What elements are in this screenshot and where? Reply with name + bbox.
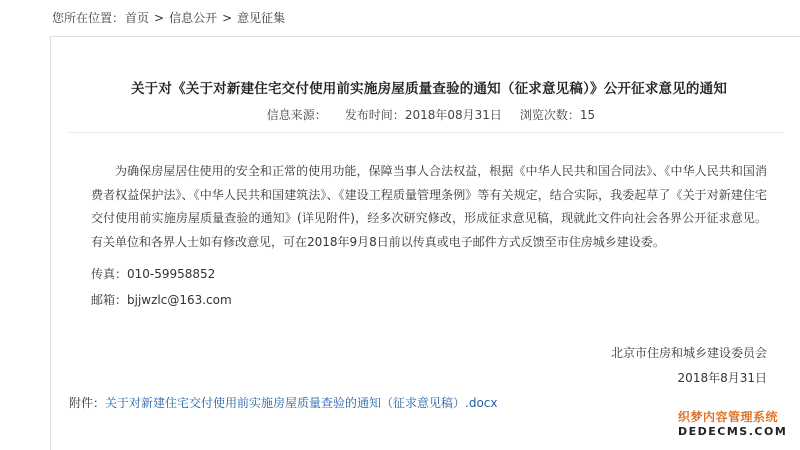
views-value: 15 [579, 108, 596, 122]
published-value: 2018年08月31日 [404, 108, 502, 122]
breadcrumb [0, 0, 800, 36]
article-body: 为确保房屋居住使用的安全和正常的使用功能，保障当事人合法权益，根据《中华人民共和国合同法》、《中华人民共和国消费者权益保护法》、《中华人民共和国建筑法》、《建设工程质量管理条例》等有关规定，结合实际，我委起草了《关于对新建住宅交付使用前实施房屋质量查验的通知》(详见附件)，经多次研究修改，形成征求意见稿，现就此文件向社会各界公开征求意见。有关单位和各界人士如有修改意见，可在2018年9月8日前以传真或电子邮件方式反馈至市住房城乡建设委。 [91, 164, 767, 249]
breadcrumb-separator: > [222, 11, 233, 25]
signature-organization: 北京市住房和城乡建设委员会 [610, 346, 767, 360]
email-line: 邮箱：bjjwzlc@163.com [91, 293, 232, 307]
article-title: 关于对《关于对新建住宅交付使用前实施房屋质量查验的通知（征求意见稿）》公开征求意见的通知 [130, 81, 728, 97]
views-label: 浏览次数： [519, 108, 580, 122]
attachment-label: 附件： [69, 396, 106, 410]
breadcrumb-home-link[interactable]: 首页 [125, 11, 150, 25]
breadcrumb-opinion-collection-link[interactable]: 意见征集 [237, 11, 286, 25]
fax-line: 传真：010-59958852 [91, 267, 216, 281]
article-container [50, 36, 800, 450]
watermark-domain: DEDECMS.COM [678, 425, 788, 438]
watermark-title: 织梦内容管理系统 [678, 410, 779, 424]
source-label: 信息来源： [266, 108, 327, 122]
published-label: 发布时间： [344, 108, 405, 122]
breadcrumb-info-public-link[interactable]: 信息公开 [169, 11, 218, 25]
attachment-row [69, 394, 498, 411]
meta-divider [69, 132, 784, 133]
breadcrumb-prefix: 您所在位置： [52, 11, 125, 25]
breadcrumb-separator: > [154, 11, 165, 25]
cms-watermark-logo [678, 409, 790, 443]
attachment-download-link[interactable]: 关于对新建住宅交付使用前实施房屋质量查验的通知（征求意见稿）.docx [105, 396, 498, 410]
article-meta [51, 106, 800, 123]
signature-date: 2018年8月31日 [677, 371, 767, 385]
